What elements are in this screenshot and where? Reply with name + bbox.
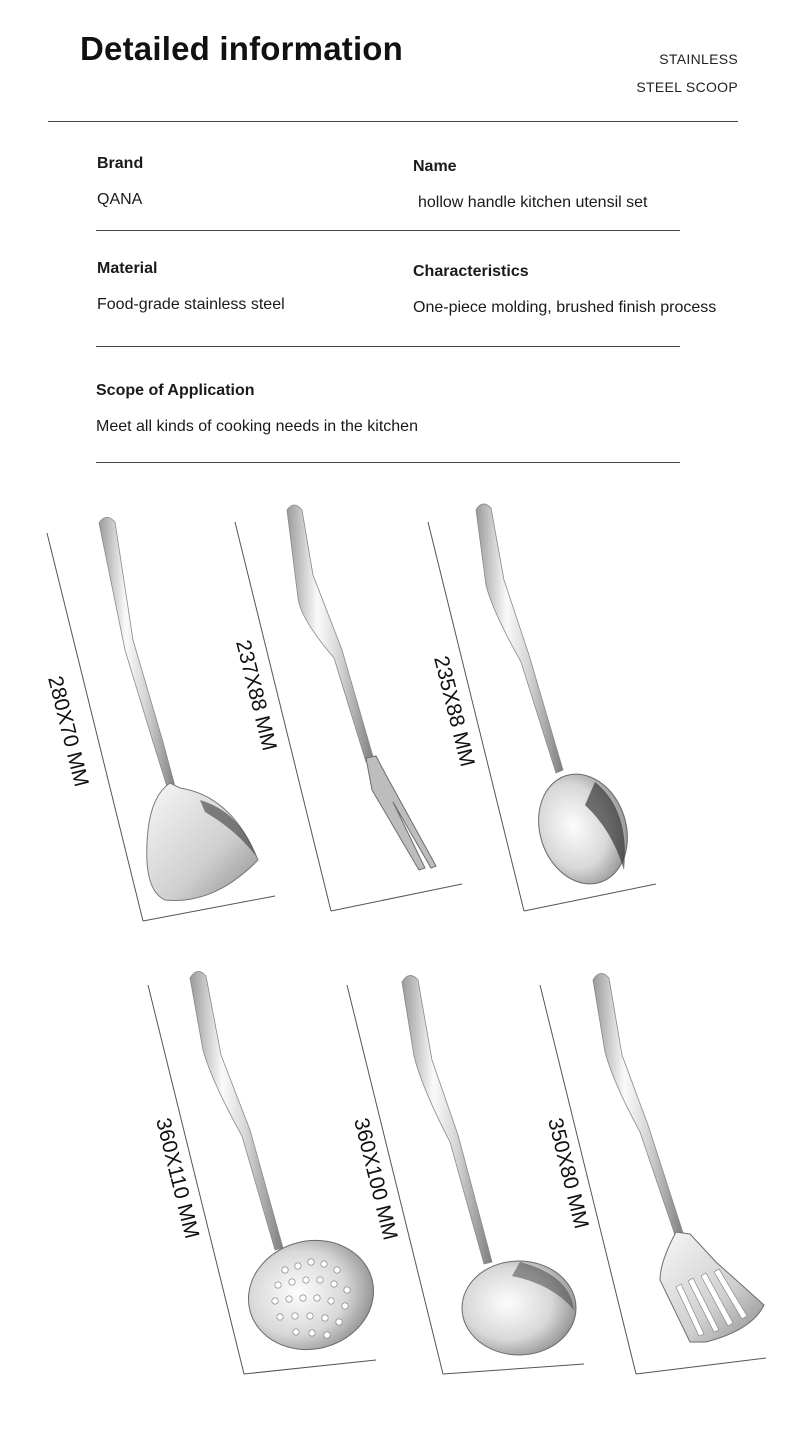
- skimmer-dimension: 360X110 MM: [151, 1115, 204, 1241]
- spec-divider-3: [96, 462, 680, 463]
- characteristics-label: Characteristics: [413, 263, 529, 280]
- ladle-utensil: [347, 975, 584, 1374]
- name-label: Name: [413, 158, 457, 175]
- skimmer-utensil: [148, 971, 385, 1374]
- turner-utensil: [43, 517, 275, 921]
- spec-divider-1: [96, 230, 680, 231]
- spec-divider-2: [96, 346, 680, 347]
- fork-dimension: 237X88 MM: [231, 637, 281, 754]
- brand-label: Brand: [97, 155, 144, 172]
- material-value: Food-grade stainless steel: [97, 296, 285, 313]
- spoon-utensil: [428, 504, 656, 911]
- spoon-dimension: 235X88 MM: [429, 653, 479, 770]
- name-value: hollow handle kitchen utensil set: [418, 194, 648, 211]
- scope-label: Scope of Application: [96, 382, 255, 399]
- turner-dimension: 280X70 MM: [43, 673, 93, 790]
- header-divider: [48, 121, 738, 122]
- scope-value: Meet all kinds of cooking needs in the kitchen: [96, 418, 418, 435]
- material-label: Material: [97, 260, 158, 277]
- ladle-dimension: 360X100 MM: [349, 1115, 402, 1243]
- product-tag-line2: STEEL SCOOP: [636, 79, 738, 95]
- characteristics-value: One-piece molding, brushed finish process: [413, 299, 717, 316]
- brand-value: QANA: [97, 191, 143, 208]
- page-title: Detailed information: [80, 30, 404, 67]
- slotted-spatula-dimension: 350X80 MM: [543, 1115, 593, 1232]
- product-tag-line1: STAINLESS: [659, 51, 738, 67]
- utensil-set-illustration: [0, 480, 800, 1430]
- fork-utensil: [231, 505, 462, 911]
